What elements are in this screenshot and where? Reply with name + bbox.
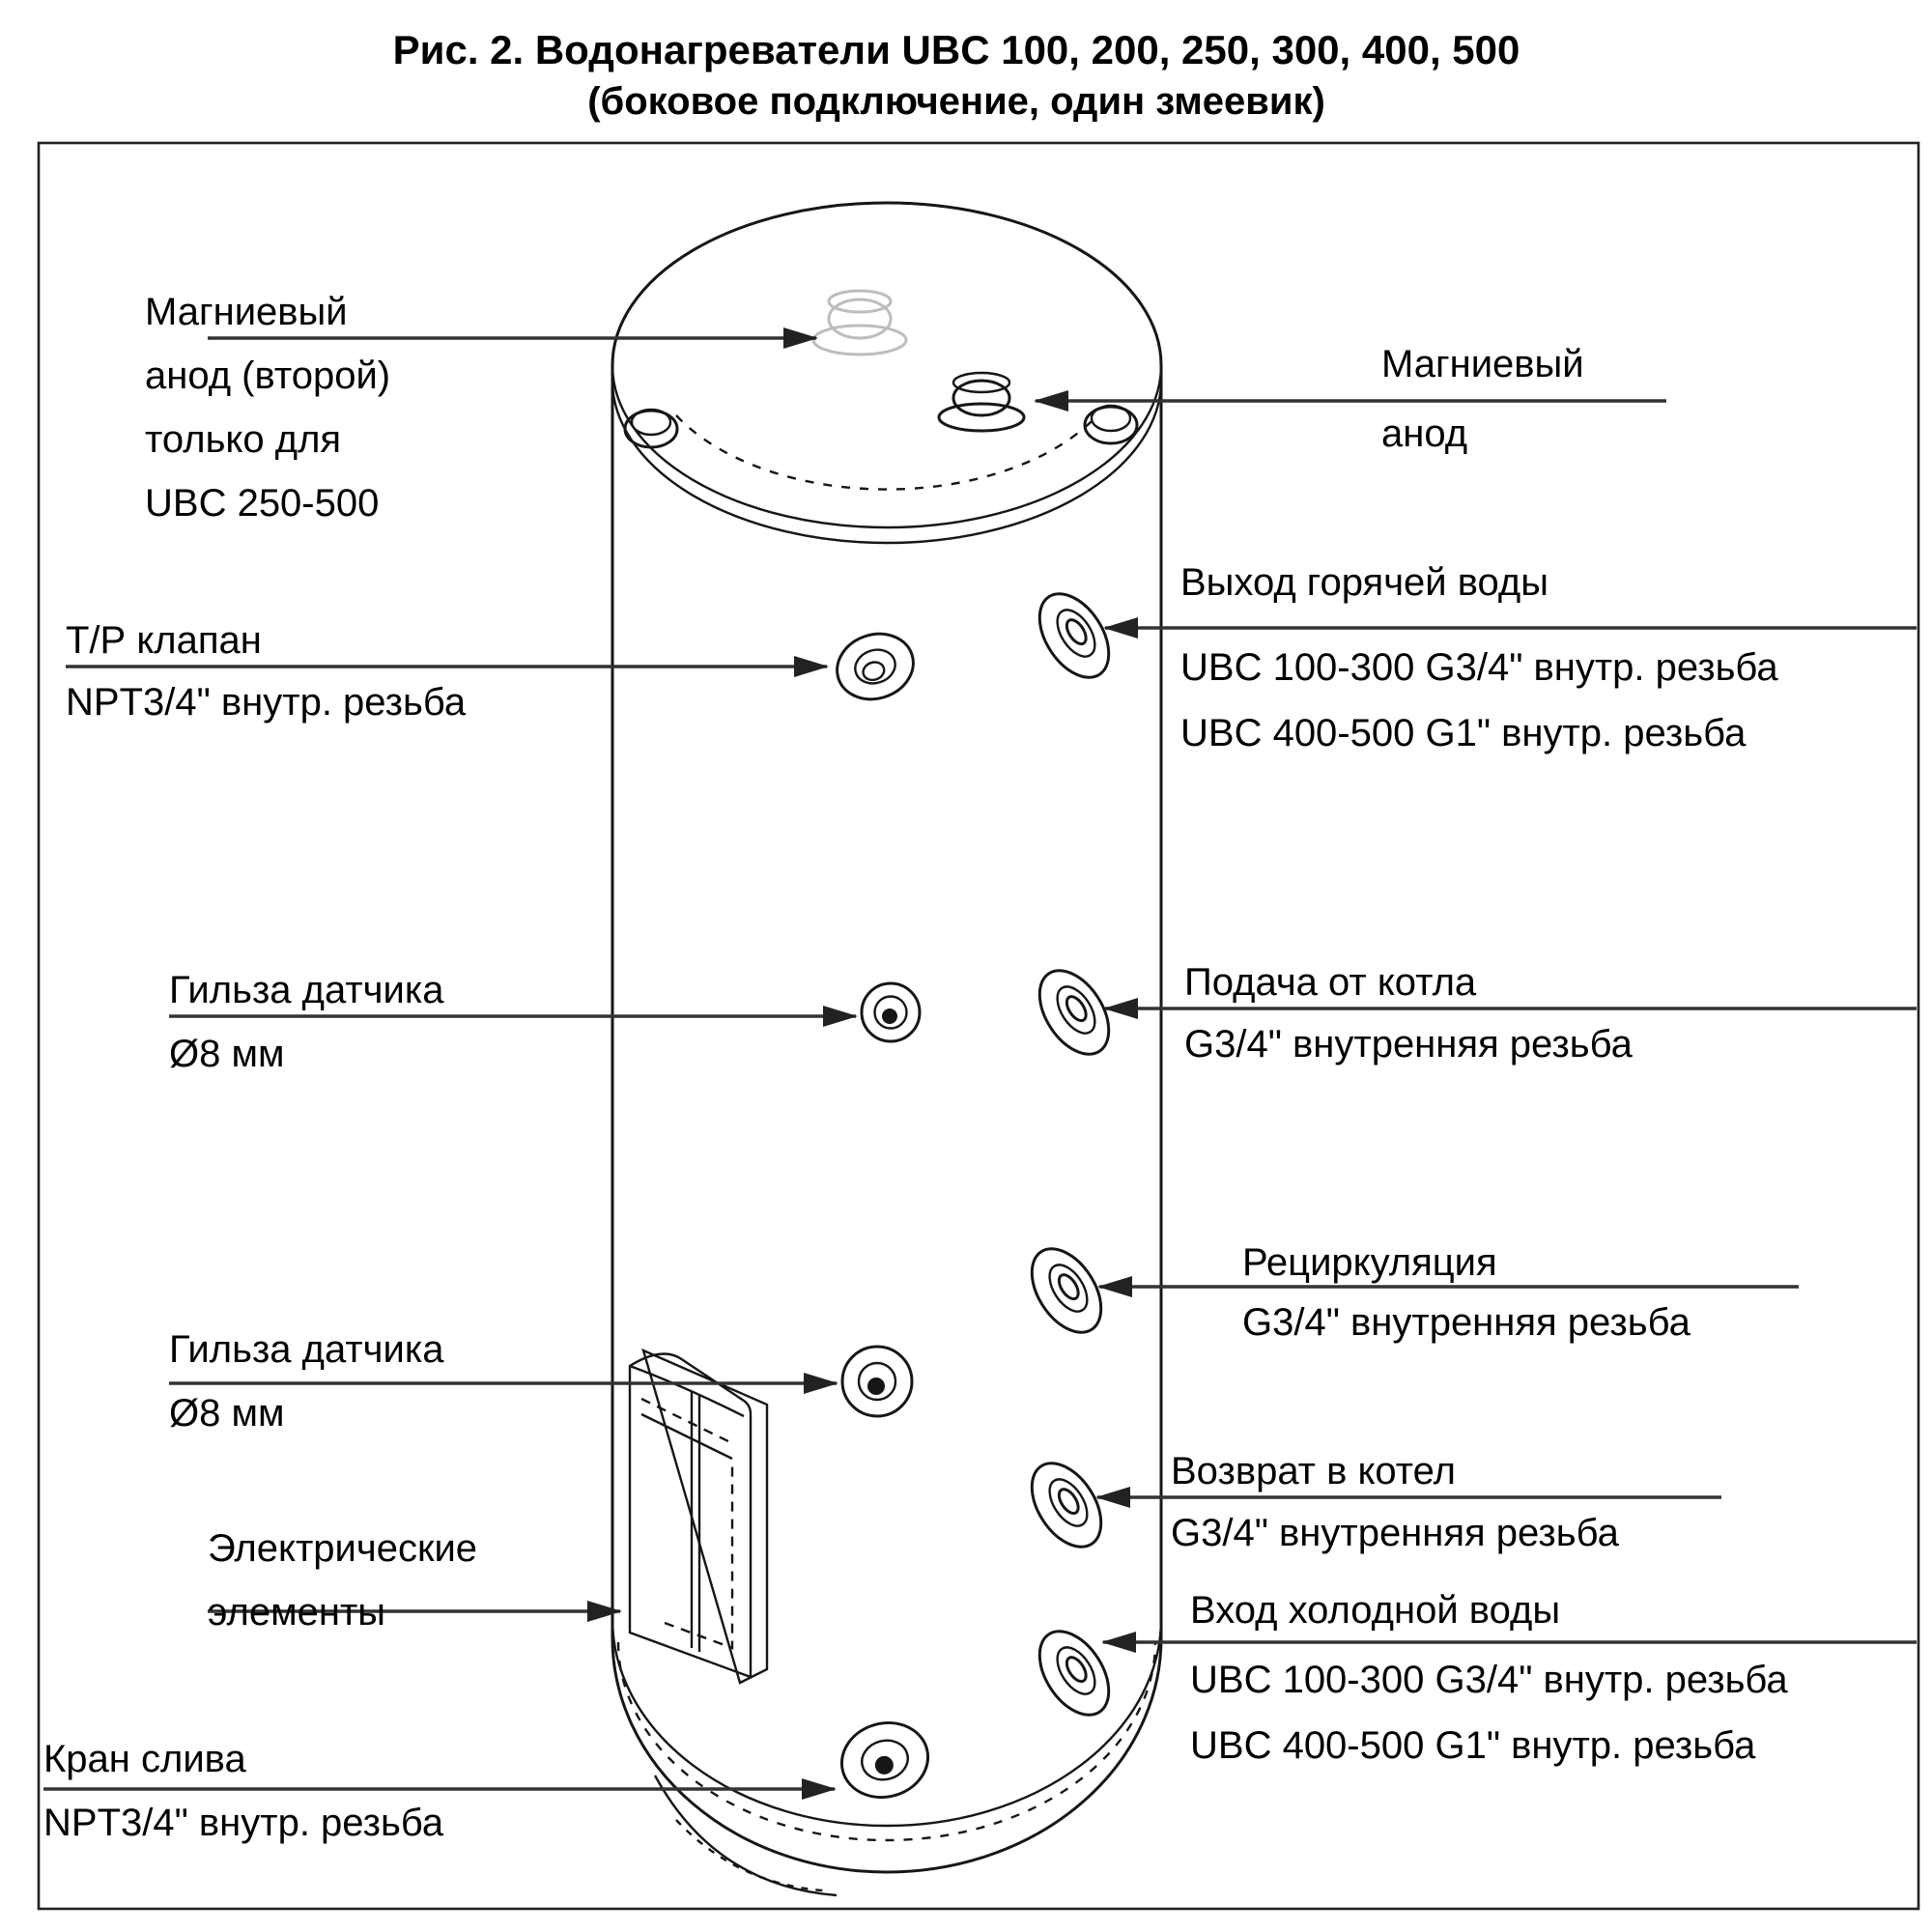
label-boiler-supply-line2: G3/4" внутренняя резьба — [1184, 1023, 1633, 1065]
label-anode-second-line3: только для — [145, 418, 342, 461]
label-anode-second-line2: анод (второй) — [145, 355, 391, 397]
label-cold-water-inlet-line2: UBC 100-300 G3/4" внутр. резьба — [1190, 1659, 1788, 1701]
label-sensor-well-2 — [169, 1328, 444, 1435]
label-anode-line2: анод — [1381, 412, 1468, 455]
tank-body — [612, 203, 1161, 1872]
label-boiler-return — [1171, 1450, 1620, 1554]
label-sensor-well-1-line1: Гильза датчика — [169, 969, 444, 1011]
cold-water-inlet-port — [1026, 1619, 1123, 1727]
sensor-well-port-1 — [862, 983, 920, 1041]
label-electric-elements-line2: элементы — [208, 1591, 386, 1634]
label-hot-water-outlet-line3: UBC 400-500 G1" внутр. резьба — [1180, 712, 1747, 754]
label-tp-valve — [66, 619, 467, 724]
hot-water-outlet-port — [1026, 582, 1123, 690]
tank — [612, 203, 1161, 1895]
label-boiler-return-line2: G3/4" внутренняя резьба — [1171, 1512, 1619, 1554]
lid-rim-line — [612, 381, 1161, 543]
label-anode-second-line4: UBC 250-500 — [145, 482, 380, 525]
lifting-lug-left — [625, 410, 677, 447]
label-tp-valve-line2: NPT3/4" внутр. резьба — [66, 681, 467, 724]
drain-port — [834, 1714, 937, 1807]
label-recirculation — [1242, 1241, 1691, 1344]
label-sensor-well-2-line1: Гильза датчика — [169, 1328, 444, 1371]
label-sensor-well-2-line2: Ø8 мм — [169, 1392, 285, 1435]
label-hot-water-outlet — [1180, 561, 1778, 754]
label-boiler-supply — [1184, 961, 1634, 1065]
label-cold-water-inlet — [1190, 1589, 1788, 1767]
anode-boss — [939, 373, 1024, 431]
label-sensor-well-1-line2: Ø8 мм — [169, 1033, 285, 1075]
label-electric-elements-line1: Электрические — [208, 1527, 478, 1570]
tank-top-lid — [612, 203, 1161, 527]
label-drain-valve-line1: Кран слива — [43, 1738, 246, 1780]
label-drain-valve-line2: NPT3/4" внутр. резьба — [43, 1802, 444, 1844]
boiler-supply-port — [1026, 958, 1123, 1066]
boiler-return-port — [1018, 1451, 1116, 1559]
lid-rim-dashed — [676, 415, 1097, 490]
label-anode-line1: Магниевый — [1381, 343, 1584, 385]
label-anode-second — [145, 291, 390, 525]
lifting-lug-right — [1085, 406, 1137, 443]
second-anode-boss — [813, 291, 906, 355]
label-boiler-supply-line1: Подача от котла — [1184, 961, 1477, 1004]
label-cold-water-inlet-line1: Вход холодной воды — [1190, 1589, 1561, 1632]
label-tp-valve-line1: Т/Р клапан — [66, 619, 262, 662]
sensor-well-port-2 — [842, 1347, 912, 1416]
figure-title-line2: (боковое подключение, один змеевик) — [587, 80, 1325, 123]
label-sensor-well-1 — [169, 969, 444, 1075]
figure-title-line1: Рис. 2. Водонагреватели UBC 100, 200, 250, 300, 400, 500 — [392, 27, 1520, 72]
electric-elements-housing — [630, 1350, 767, 1683]
recirculation-port — [1018, 1236, 1116, 1345]
label-hot-water-outlet-line2: UBC 100-300 G3/4" внутр. резьба — [1180, 646, 1778, 689]
label-recirculation-line2: G3/4" внутренняя резьба — [1242, 1301, 1690, 1344]
label-anode-second-line1: Магниевый — [145, 291, 348, 333]
label-drain-valve — [43, 1738, 444, 1844]
label-recirculation-line1: Рециркуляция — [1242, 1241, 1497, 1284]
label-electric-elements — [208, 1527, 477, 1634]
tp-valve-port — [829, 624, 922, 708]
label-cold-water-inlet-line3: UBC 400-500 G1" внутр. резьба — [1190, 1724, 1756, 1767]
label-anode — [1381, 343, 1584, 455]
label-hot-water-outlet-line1: Выход горячей воды — [1180, 561, 1549, 604]
label-boiler-return-line1: Возврат в котел — [1171, 1450, 1456, 1492]
